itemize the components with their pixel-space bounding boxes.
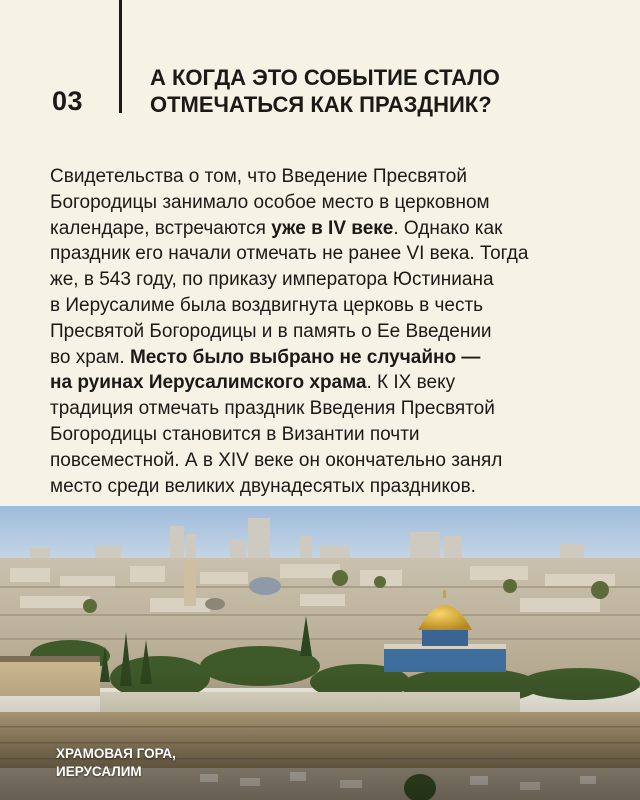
paragraph-line — [50, 370, 610, 396]
paragraph-line: место среди великих двунадесятых праздников. — [50, 475, 476, 497]
paragraph-line — [50, 345, 610, 371]
article-paragraph — [50, 164, 610, 499]
text-run: . Однако как — [393, 217, 503, 239]
photo-caption — [56, 745, 176, 781]
bold-text-run: на руинах Иерусалимского храма — [50, 372, 367, 394]
heading-line: ОТМЕЧАТЬСЯ КАК ПРАЗДНИК? — [150, 92, 492, 117]
caption-line: ХРАМОВАЯ ГОРА, — [56, 746, 176, 761]
paragraph-line: праздник его начали отмечать не ранее VI века. Тогда — [50, 243, 529, 265]
paragraph-line — [50, 216, 610, 242]
paragraph-line: Пресвятой Богородицы и в память о Ее Введении — [50, 320, 492, 342]
paragraph-line: Богородицы становится в Византии почти — [50, 423, 420, 445]
bold-text-run: Место было выбрано не случайно — — [129, 346, 481, 368]
paragraph-line: повсеместной. А в XIV веке он окончательно занял — [50, 449, 503, 471]
text-run: . К IX веку — [366, 372, 456, 394]
section-heading — [150, 64, 610, 118]
caption-line: ИЕРУСАЛИМ — [56, 764, 142, 779]
section-number: 03 — [52, 86, 84, 116]
paragraph-line: Богородицы занимало особое место в церковном — [50, 191, 490, 213]
bold-text-run: уже в IV веке — [271, 217, 394, 239]
paragraph-line: же, в 543 году, по приказу императора Юстиниана — [50, 269, 494, 291]
paragraph-line: в Иерусалиме была воздвигнута церковь в честь — [50, 294, 484, 316]
text-run: календаре, встречаются — [50, 217, 272, 239]
paragraph-line: традиция отмечать праздник Введения Пресвятой — [50, 398, 495, 420]
text-run: во храм. — [50, 346, 130, 368]
heading-line: А КОГДА ЭТО СОБЫТИЕ СТАЛО — [150, 65, 500, 90]
paragraph-line: Свидетельства о том, что Введение Пресвятой — [50, 166, 467, 187]
divider-line — [119, 0, 122, 113]
